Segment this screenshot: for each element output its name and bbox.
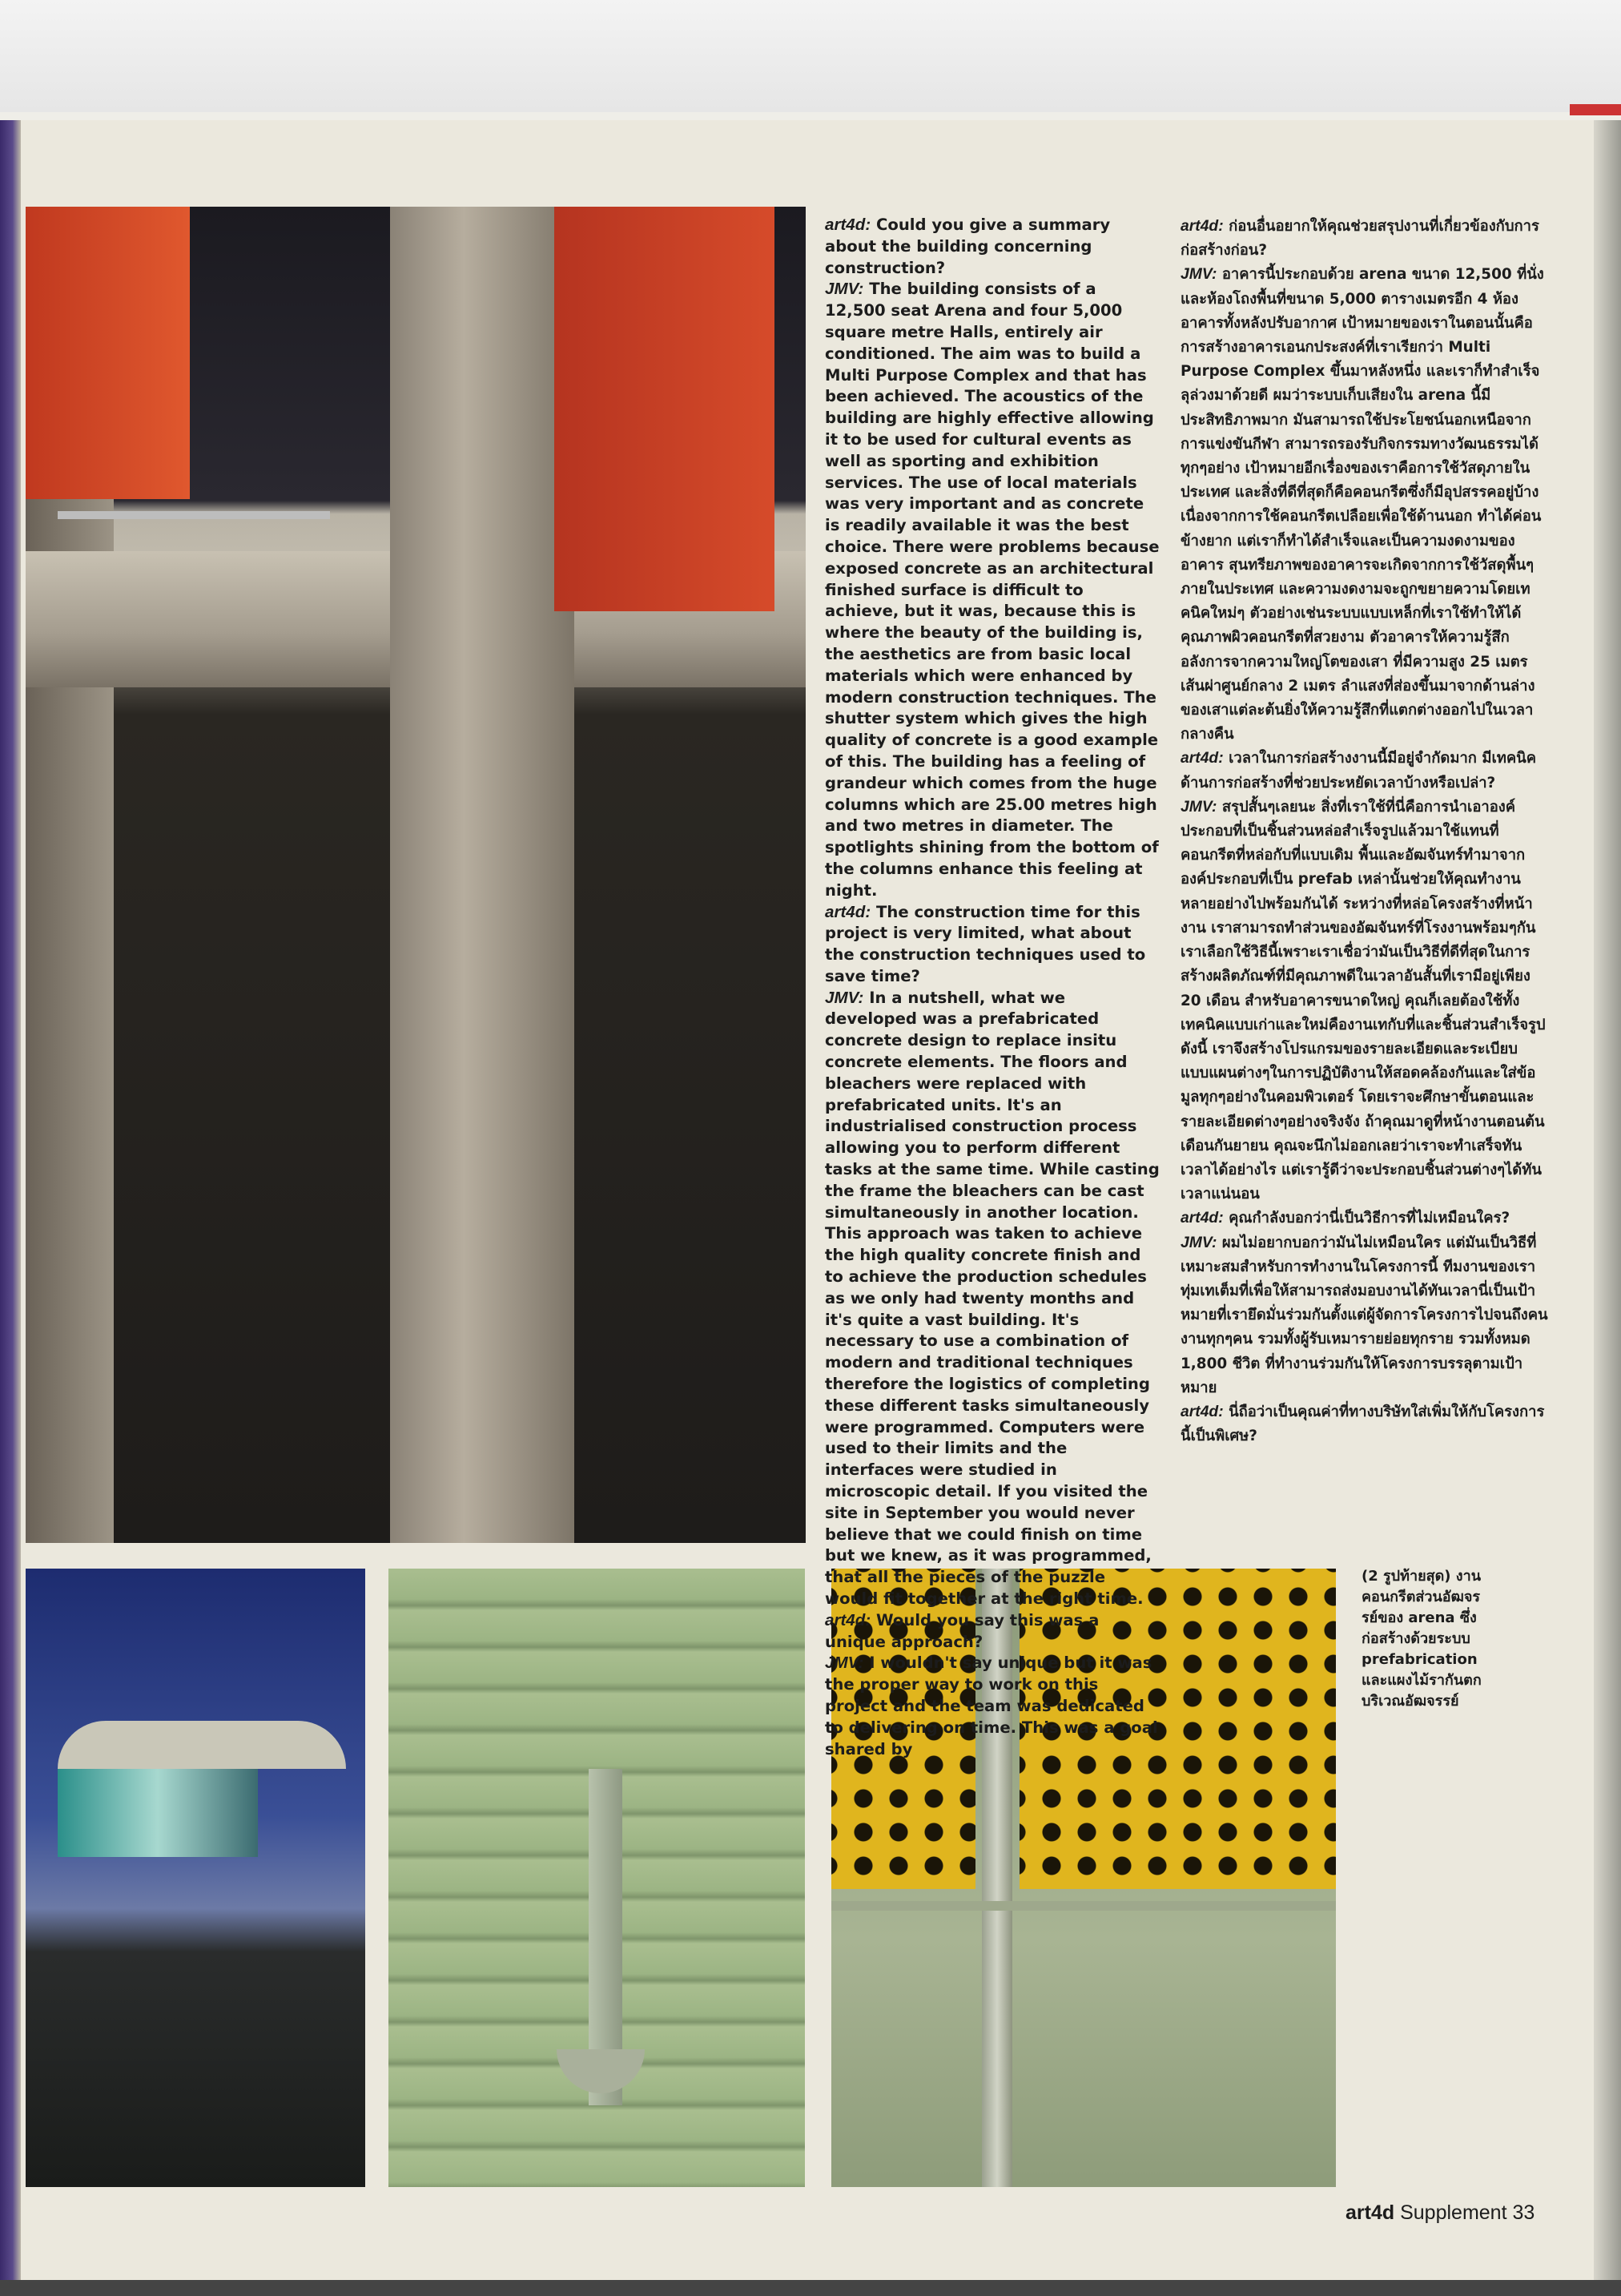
paragraph-text: The building consists of a 12,500 seat Arena and four 5,000 square metre Halls, entirely air conditioned. The aim was to build a Multi Purpose Complex and that has been achieved. The acoustics of the building are highly effective allowing it to be used for cultural events as well as sporting and exhibition services. The use of local materials was very important and as concrete is readily available it was the best choice. There were problems because exposed concrete as an architectural finished surface is difficult to achieve, but it was, because this is where the beauty of the building is, the aesthetics are from basic local materials which were enhanced by modern construction techniques. The shutter system which gives the high quality of concrete is a good example of this. The building has a feeling of grandeur which comes from the huge columns which are 25.00 metres high and two metres in diameter. The spotlights shining from the bottom of the columns enhance this feeling at night. xyxy=(825,280,1160,900)
speaker-label: JMV: xyxy=(1181,266,1217,284)
article-paragraph xyxy=(1181,1231,1549,1400)
speaker-label: JMV: xyxy=(1181,798,1217,816)
article-paragraph xyxy=(825,1653,1161,1760)
photo-handrail xyxy=(58,511,330,519)
photo-steel-ledge xyxy=(831,1901,1336,1911)
speaker-label: JMV: xyxy=(1181,1234,1217,1251)
article-paragraph xyxy=(1181,263,1549,747)
speaker-label: art4d: xyxy=(1181,1403,1224,1420)
article-thai-column xyxy=(1181,215,1549,1448)
speaker-label: art4d: xyxy=(1181,1210,1224,1227)
article-paragraph xyxy=(1181,796,1549,1206)
photo-arena-night-exterior xyxy=(26,1569,365,2187)
paragraph-text: Would you say this was a unique approach? xyxy=(825,1610,1100,1651)
article-paragraph xyxy=(825,279,1161,901)
article-paragraph xyxy=(1181,747,1549,795)
speaker-label: JMV: xyxy=(825,988,864,1007)
page-right-edge xyxy=(1594,120,1621,2296)
article-paragraph xyxy=(825,988,1161,1610)
article-paragraph xyxy=(1181,215,1549,263)
photo-prefab-bleachers xyxy=(388,1569,805,2187)
paragraph-text: คุณกำลังบอกว่านี่เป็นวิธีการที่ไม่เหมือนใคร? xyxy=(1229,1210,1510,1227)
photo-caption: (2 รูปท้ายสุด) งานคอนกรีตส่วนอัฒจรรย์ของ arena ซึ่งก่อสร้างด้วยระบบ prefabrication และแผงไม้รากันตกบริเวณอัฒจรรย์ xyxy=(1362,1568,1482,1710)
speaker-label: JMV: xyxy=(825,1654,864,1673)
photo-red-banner-left xyxy=(26,207,190,499)
paragraph-text: นี่ถือว่าเป็นคุณค่าที่ทางบริษัทใส่เพิ่มให้กับโครงการนี้เป็นพิเศษ? xyxy=(1181,1403,1545,1445)
speaker-label: art4d: xyxy=(825,1610,871,1629)
scan-background-bottom xyxy=(0,2280,1621,2296)
page-left-edge xyxy=(0,120,21,2296)
page-footer xyxy=(1345,2201,1535,2225)
paragraph-text: ผมไม่อยากบอกว่ามันไม่เหมือนใคร แต่มันเป็นวิธีที่เหมาะสมสำหรับการทำงานในโครงการนี้ ทีมงานของเราทุ่มเทเต็มที่เพื่อให้สามารถส่งมอบงานได้ทันเวลานี่เป็นเป้าหมายที่เรายึดมั่นร่วมกันตั้งแต่ผู้จัดการโครงการไปจนถึงคนงานทุกๆคน รวมทั้งผู้รับเหมารายย่อยทุกราย รวมทั้งหมด 1,800 ชีวิต ที่ทำงานร่วมกันให้โครงการบรรลุตามเป้าหมาย xyxy=(1181,1234,1548,1396)
speaker-label: art4d: xyxy=(825,902,871,921)
footer-section: Supplement xyxy=(1400,2201,1507,2224)
footer-page-number: 33 xyxy=(1512,2201,1535,2224)
paragraph-text: สรุปสั้นๆเลยนะ สิ่งที่เราใช้ที่นี่คือการนำเอาองค์ประกอบที่เป็นชิ้นส่วนหล่อสำเร็จรูปแล้วมาใช้แทนที่คอนกรีตที่หล่อกับที่แบบเดิม พื้นและอัฒจันทร์ทำมาจากองค์ประกอบที่เป็น prefab เหล่านั้นช่วยให้คุณทำงานหลายอย่างไปพร้อมกันได้ ระหว่างที่หล่อโครงสร้างที่หน้างาน เราสามารถทำส่วนของอัฒจันทร์ที่โรงงานพร้อมๆกัน เราเลือกใช้วิธีนี้เพราะเราเชื่อว่ามันเป็นวิธีที่ดีที่สุดในการสร้างผลิตภัณฑ์ที่มีคุณภาพดีในเวลาอันสั้นที่เรามีอยู่เพียง 20 เดือน สำหรับอาคารขนาดใหญ่ คุณก็เลยต้องใช้ทั้งเทคนิคแบบเก่าและใหม่คืองานเทกับที่และชิ้นส่วนสำเร็จรูป ดังนี้ เราจึงสร้างโปรแกรมของรายละเอียดและระเบียบแบบแผนต่างๆในการปฏิบัติงานให้สอดคล้องกันและใส่ข้อมูลทุกๆอย่างในคอมพิวเตอร์ โดยเราจะศึกษาขั้นตอนและรายละเอียดต่างๆอย่างจริงจัง ถ้าคุณมาดูที่หน้างานตอนต้นเดือนกันยายน คุณจะนึกไม่ออกเลยว่าเราจะทำเสร็จทันเวลาได้อย่างไร แต่เรารู้ดีว่าจะประกอบชิ้นส่วนต่างๆได้ทันเวลาแน่นอน xyxy=(1181,798,1546,1203)
magazine-red-edge xyxy=(1570,104,1621,115)
article-paragraph xyxy=(825,215,1161,279)
footer-brand: art4d xyxy=(1345,2201,1395,2224)
article-paragraph xyxy=(1181,1400,1549,1448)
speaker-label: art4d: xyxy=(825,216,871,234)
paragraph-text: In a nutshell, what we developed was a prefabricated concrete design to replace insitu concrete elements. The floors and bleachers were replaced with prefabricated units. It's an industrialised construction process allowing you to perform different tasks at the same time. While casting the frame the bleachers can be cast simultaneously in another location. This approach was taken to achieve the high quality concrete finish and to achieve the production schedules as we only had twenty months and it's quite a vast building. It's necessary to use a combination of modern and traditional techniques therefore the logistics of completing these different tasks simultaneously were programmed. Computers were used to their limits and the interfaces were studied in microscopic detail. If you visited the site in September you would never believe that we could finish on time but we knew, as it was programmed, that all the pieces of the puzzle would fit together at the right time. xyxy=(825,988,1160,1608)
photo-red-banner-right xyxy=(554,207,774,611)
paragraph-text: The construction time for this project is very limited, what about the construction techniques used to save time? xyxy=(825,902,1146,985)
paragraph-text: Could you give a summary about the building concerning construction? xyxy=(825,216,1111,277)
scan-background-top xyxy=(0,0,1621,112)
paragraph-text: เวลาในการก่อสร้างงานนี้มีอยู่จำกัดมาก มีเทคนิคด้านการก่อสร้างที่ช่วยประหยัดเวลาบ้างหรือเปล่า? xyxy=(1181,750,1537,792)
paragraph-text: ก่อนอื่นอยากให้คุณช่วยสรุปงานที่เกี่ยวข้องกับการก่อสร้างก่อน? xyxy=(1181,218,1539,260)
article-paragraph xyxy=(825,1610,1161,1654)
article-paragraph xyxy=(1181,1206,1549,1231)
photo-column-main xyxy=(390,207,574,1543)
speaker-label: JMV: xyxy=(825,280,864,299)
article-paragraph xyxy=(825,902,1161,988)
paragraph-text: I wouldn't say unique but it was the proper way to work on this project and the team was dedicated to delivering on time. This was a goal shared by xyxy=(825,1654,1158,1758)
article-english-column xyxy=(825,215,1161,1760)
photo-railing-base-plate xyxy=(557,2049,645,2093)
photo-arena-roof xyxy=(58,1721,346,1769)
paragraph-text: อาคารนี้ประกอบด้วย arena ขนาด 12,500 ที่นั่ง และห้องโถงพื้นที่ขนาด 5,000 ตารางเมตรอีก 4 ห้อง อาคารทั้งหลังปรับอากาศ เป้าหมายของเราในตอนนั้นคือการสร้างอาคารเอนกประสงค์ที่เราเรียกว่า Multi Purpose Complex ขึ้นมาหลังหนึ่ง และเราก็ทำสำเร็จลุล่วงมาด้วยดี ผมว่าระบบเก็บเสียงใน arena นี้มีประสิทธิภาพมาก มันสามารถใช้ประโยชน์นอกเหนือจากการแข่งขันกีฬา สามารถรองรับกิจกรรมทางวัฒนธรรมได้ทุกๆอย่าง เป้าหมายอีกเรื่องของเราคือการใช้วัสดุภายในประเทศ และสิ่งที่ดีที่สุดก็คือคอนกรีตซึ่งก็มีอุปสรรคอยู่บ้างเนื่องจากการใช้คอนกรีตเปลือยเพื่อใช้ด้านนอก ทำได้ค่อนข้างยาก แต่เราก็ทำได้สำเร็จและเป็นความงดงามของอาคาร สุนทรียภาพของอาคารจะเกิดจากการใช้วัสดุพื้นๆภายในประเทศ และความงดงามจะถูกขยายความโดยเทคนิคใหม่ๆ ตัวอย่างเช่นระบบแบบเหล็กที่เราใช้ทำให้ได้คุณภาพผิวคอนกรีตที่สวยงาม ตัวอาคารให้ความรู้สึกอลังการจากความใหญ่โตของเสา ที่มีความสูง 25 เมตร เส้นผ่าศูนย์กลาง 2 เมตร ลำแสงที่ส่องขึ้นมาจากด้านล่างของเสาแต่ละต้นยิ่งให้ความรู้สึกที่แตกต่างออกไปในเวลากลางคืน xyxy=(1181,266,1544,743)
photo-arena-columns xyxy=(26,207,806,1543)
speaker-label: art4d: xyxy=(1181,218,1224,235)
photo-lit-entrance xyxy=(58,1769,258,1857)
speaker-label: art4d: xyxy=(1181,750,1224,767)
